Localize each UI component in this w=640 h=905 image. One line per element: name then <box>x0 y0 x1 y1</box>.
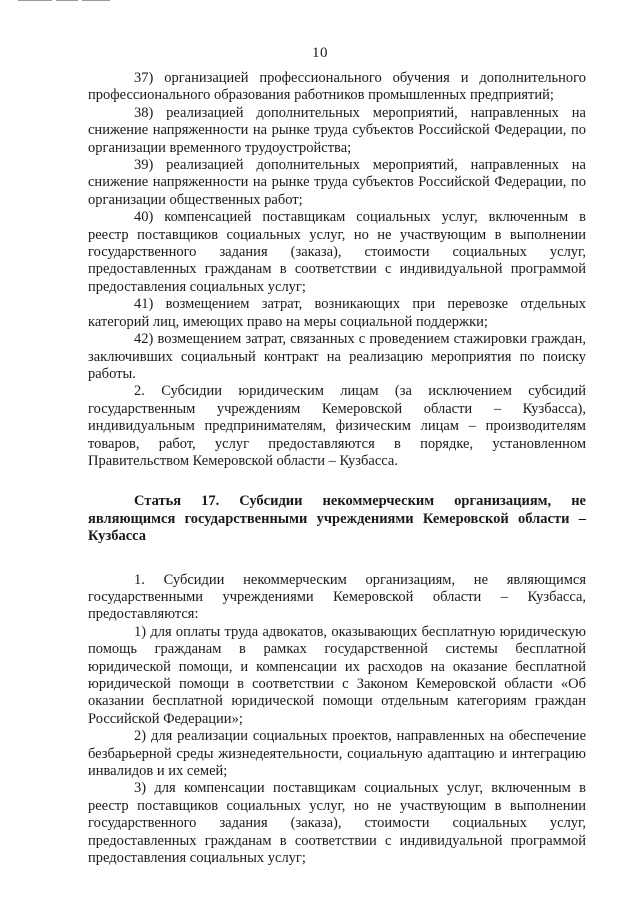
list-item-41: 41) возмещением затрат, возникающих при перевозке отдельных категорий лиц, имеющих право на меры социальной поддержки; <box>88 296 586 330</box>
list-item-42: 42) возмещением затрат, связанных с проведением стажировки граждан, заключивших социальный контракт на реализацию мероприятия по поиску работы. <box>88 331 586 382</box>
article-item-2: 2) для реализации социальных проектов, направленных на обеспечение безбарьерной среды жизнедеятельности, социальную адаптацию и интеграцию инвалидов и их семей; <box>88 728 586 780</box>
article-item-1: 1) для оплаты труда адвокатов, оказывающих бесплатную юридическую помощь гражданам в рамках государственной системы бесплатной юридической помощи, и компенсации их расходов на оказание бесплатной юридической помощи в соответствии с Законом Кемеровской области «Об оказании бесплатной юридической помощи отдельным категориям граждан Российской Федерации»; <box>88 623 586 727</box>
scan-artifact-mark <box>18 0 138 3</box>
list-item-40: 40) компенсацией поставщикам социальных услуг, включенным в реестр поставщиков социальных услуг, но не участвующим в выполнении государственного задания (заказа), стоимости социальных услуг, предоставленных гражданам в соответствии с индивидуальной программой предоставления социальных услуг; <box>88 209 586 295</box>
list-item-39: 39) реализацией дополнительных мероприятий, направленных на снижение напряженности на рынке труда субъектов Российской Федерации, по организации общественных работ; <box>88 157 586 208</box>
article-clause-1: 1. Субсидии некоммерческим организациям, не являющимся государственными учреждениями Кемеровской области – Кузбасса, предоставляются: <box>88 571 586 623</box>
document-body <box>88 70 586 867</box>
section-spacer <box>88 546 586 572</box>
list-item-37: 37) организацией профессионального обучения и дополнительного профессионального образования работников промышленных предприятий; <box>88 70 586 104</box>
article-item-3: 3) для компенсации поставщикам социальных услуг, включенным в реестр поставщиков социальных услуг, но не участвующим в выполнении государственного задания (заказа), стоимости социальных услуг, предоставленных гражданам в соответствии с индивидуальной программой предоставления социальных услуг; <box>88 780 586 867</box>
article-17-heading: Статья 17. Субсидии некоммерческим организациям, не являющимся государственными учреждениями Кемеровской области – Кузбасса <box>88 493 586 545</box>
page-number: 10 <box>312 45 328 61</box>
list-item-38: 38) реализацией дополнительных мероприятий, направленных на снижение напряженности на рынке труда субъектов Российской Федерации, по организации временного трудоустройства; <box>88 104 586 156</box>
clause-2-paragraph: 2. Субсидии юридическим лицам (за исключением субсидий государственным учреждениям Кемеровской области – Кузбасса), индивидуальным предпринимателям, физическим лицам – производителям товаров, работ, услуг предоставляются в порядке, установленном Правительством Кемеровской области – Кузбасса. <box>88 383 586 469</box>
